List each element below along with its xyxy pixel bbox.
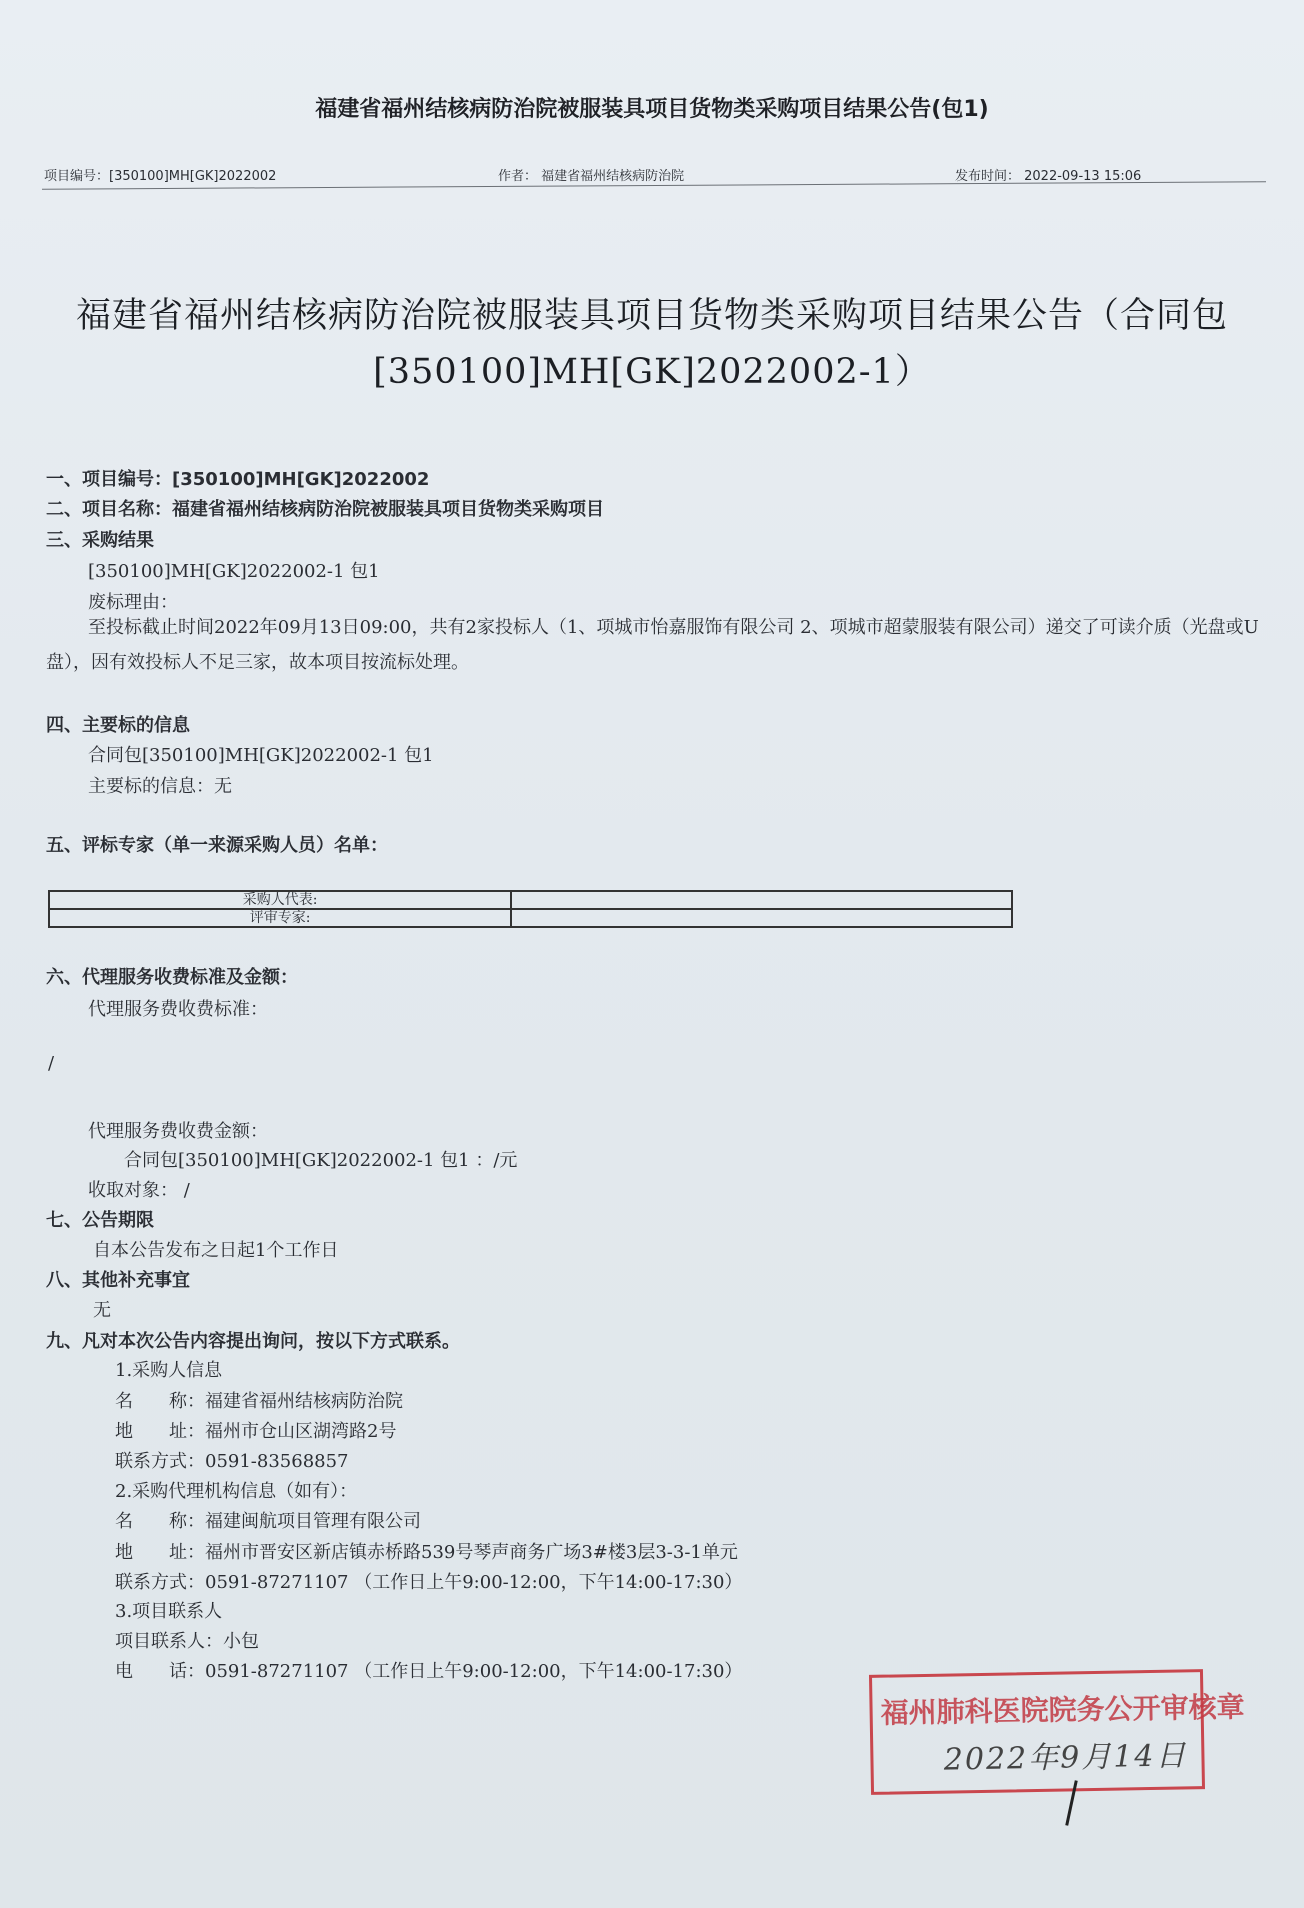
section-9-heading: 九、凡对本次公告内容提出询问，按以下方式联系。 xyxy=(46,1331,460,1352)
section-3-package: [350100]MH[GK]2022002-1 包1 xyxy=(88,561,380,582)
contact-name: 项目联系人：小包 xyxy=(115,1631,259,1652)
purchaser-rep-label: 采购人代表: xyxy=(49,891,511,909)
review-expert-label: 评审专家: xyxy=(49,909,511,927)
fee-target: 收取对象： / xyxy=(88,1180,190,1201)
agency-address: 地 址：福州市晋安区新店镇赤桥路539号琴声商务广场3#楼3层3-3-1单元 xyxy=(115,1542,738,1563)
section-7-text: 自本公告发布之日起1个工作日 xyxy=(93,1240,339,1261)
agency-phone: 联系方式：0591-87271107 （工作日上午9:00-12:00，下午14:00-17:30） xyxy=(115,1572,743,1593)
buyer-phone: 联系方式：0591-83568857 xyxy=(115,1451,349,1472)
stamp-title: 福州肺科医院院务公开审核章 xyxy=(880,1690,1245,1730)
title-line-1: 福建省福州结核病防治院被服装具项目货物类采购项目结果公告（合同包 xyxy=(75,296,1228,336)
fee-amount: 合同包[350100]MH[GK]2022002-1 包1 ：/元 xyxy=(124,1150,518,1171)
document-title xyxy=(40,288,1264,400)
title-line-2: [350100]MH[GK]2022002-1） xyxy=(373,352,931,392)
stamp-handwritten-date: 2022年9月14日 xyxy=(943,1738,1188,1778)
section-8-heading: 八、其他补充事宜 xyxy=(46,1270,190,1291)
approval-stamp xyxy=(869,1669,1245,1795)
purchaser-rep-value xyxy=(511,891,1012,909)
section-4-heading: 四、主要标的信息 xyxy=(46,715,190,736)
buyer-address: 地 址：福州市仓山区湖湾路2号 xyxy=(115,1421,397,1442)
section-3-heading: 三、采购结果 xyxy=(46,530,154,551)
agency-heading: 2.采购代理机构信息（如有）： xyxy=(115,1481,358,1502)
agency-name: 名 称：福建闽航项目管理有限公司 xyxy=(115,1511,421,1532)
section-4-info: 主要标的信息：无 xyxy=(88,776,232,797)
experts-table xyxy=(48,890,1013,928)
fee-amount-label: 代理服务费收费金额： xyxy=(88,1121,268,1142)
table-row xyxy=(49,891,1012,909)
section-8-text: 无 xyxy=(93,1300,111,1321)
project-number-meta: 项目编号：[350100]MH[GK]2022002 xyxy=(44,169,277,184)
section-7-heading: 七、公告期限 xyxy=(46,1210,154,1231)
contact-phone: 电 话：0591-87271107 （工作日上午9:00-12:00，下午14:00-17:30） xyxy=(115,1661,743,1682)
section-1: 一、项目编号：[350100]MH[GK]2022002 xyxy=(46,469,430,490)
section-5-heading: 五、评标专家（单一来源采购人员）名单： xyxy=(46,835,388,856)
section-4-package: 合同包[350100]MH[GK]2022002-1 包1 xyxy=(88,745,434,766)
review-expert-value xyxy=(511,909,1012,927)
table-row xyxy=(49,909,1012,927)
section-2: 二、项目名称：福建省福州结核病防治院被服装具项目货物类采购项目 xyxy=(46,499,604,520)
author-meta: 作者： 福建省福州结核病防治院 xyxy=(498,169,685,184)
buyer-name: 名 称：福建省福州结核病防治院 xyxy=(115,1391,403,1412)
fee-standard-label: 代理服务费收费标准： xyxy=(88,999,268,1020)
contact-heading: 3.项目联系人 xyxy=(115,1601,223,1622)
section-6-heading: 六、代理服务收费标准及金额： xyxy=(46,967,298,988)
page-header-title: 福建省福州结核病防治院被服装具项目货物类采购项目结果公告(包1) xyxy=(315,97,989,122)
failure-reason-label: 废标理由： xyxy=(88,592,178,613)
buyer-heading: 1.采购人信息 xyxy=(115,1360,223,1381)
fee-standard-value: / xyxy=(48,1053,55,1074)
failure-reason-text: 至投标截止时间2022年09月13日09:00，共有2家投标人（1、项城市怡嘉服饰有限公司 2、项城市超蒙服装有限公司）递交了可读介质（光盘或U盘），因有效投标人不足三家，故本项目按流标处理。 xyxy=(46,617,1259,673)
publish-time-meta: 发布时间： 2022-09-13 15:06 xyxy=(955,169,1142,184)
